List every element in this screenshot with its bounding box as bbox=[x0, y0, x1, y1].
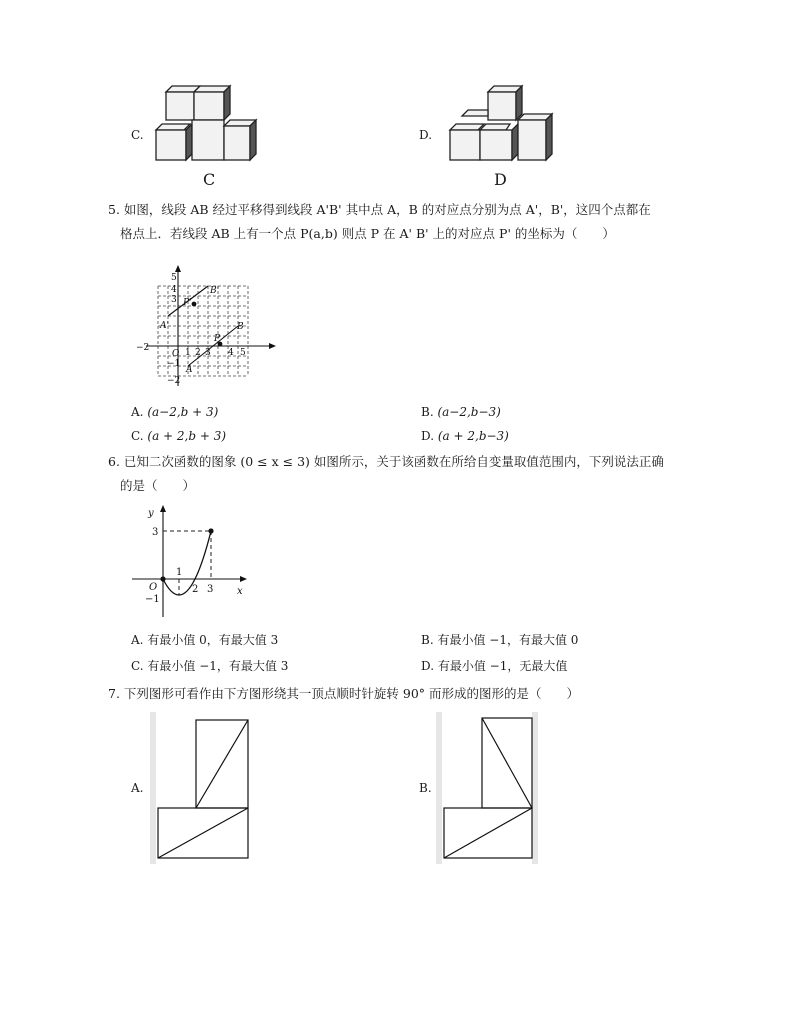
q5-option-c bbox=[131, 428, 226, 444]
q5-option-c-letter: C. bbox=[131, 429, 144, 443]
q5-label-x5: 5 bbox=[240, 348, 246, 358]
q5-label-x2: 2 bbox=[195, 348, 201, 358]
q5-label-origin: O bbox=[172, 349, 180, 359]
q7-option-a-figure bbox=[150, 712, 260, 864]
q6-option-c bbox=[131, 658, 288, 674]
q5-option-b-letter: B. bbox=[421, 405, 434, 419]
q5-option-d-letter: D. bbox=[421, 429, 435, 443]
q5-option-c-text: (a + 2,b + 3) bbox=[147, 429, 227, 443]
q6-option-a-text: 有最小值 0，有最大值 3 bbox=[147, 633, 279, 647]
q5-option-a bbox=[131, 404, 218, 420]
q5-text-line1: 5. 如图，线段 AB 经过平移得到线段 A'B' 其中点 A，B 的对应点分别为点 A'，B'，这四个点都在 bbox=[108, 202, 651, 217]
q6-option-b-text: 有最小值 −1，有最大值 0 bbox=[437, 633, 579, 647]
q4-option-d-caption: D bbox=[494, 170, 507, 189]
q5-option-a-letter: A. bbox=[131, 405, 144, 419]
q5-label-y-neg1: −1 bbox=[167, 359, 181, 369]
q6-option-d-text: 有最小值 −1，无最大值 bbox=[437, 659, 568, 673]
q7-text-line1: 7. 下列图形可看作由下方图形绕其一顶点顺时针旋转 90° 而形成的图形的是（ ） bbox=[108, 686, 580, 701]
q5-option-b bbox=[421, 404, 501, 420]
q6-option-b bbox=[421, 632, 578, 648]
q6-option-c-letter: C. bbox=[131, 659, 144, 673]
q5-label-x4: 4 bbox=[228, 348, 234, 358]
q7-option-b-figure bbox=[436, 712, 546, 864]
q5-option-b-text: (a−2,b−3) bbox=[437, 405, 501, 419]
q5-label-y-neg2: −2 bbox=[167, 376, 181, 386]
q4-option-d-cubes-figure bbox=[444, 80, 564, 168]
q5-coordinate-grid-graph bbox=[136, 262, 286, 392]
q6-option-c-text: 有最小值 −1，有最大值 3 bbox=[147, 659, 289, 673]
q5-label-x-neg2: −2 bbox=[136, 343, 150, 353]
q6-y-axis-label: y bbox=[148, 508, 154, 519]
q5-point-p: P bbox=[214, 334, 221, 344]
q5-text-line2: 格点上．若线段 AB 上有一个点 P(a,b) 则点 P 在 A' B' 上的对应点 P' 的坐标为（ ） bbox=[120, 226, 615, 241]
q5-point-a: A bbox=[186, 365, 193, 375]
q6-x-axis-label: x bbox=[237, 586, 243, 597]
q5-label-y4: 4 bbox=[171, 285, 177, 295]
q6-option-d bbox=[421, 658, 567, 674]
q5-point-a-prime: A' bbox=[160, 321, 169, 331]
q6-label-y-neg1: −1 bbox=[145, 594, 160, 605]
q6-option-b-letter: B. bbox=[421, 633, 434, 647]
q5-option-d-text: (a + 2,b−3) bbox=[437, 429, 509, 443]
q5-option-d bbox=[421, 428, 509, 444]
q7-option-b-letter: B. bbox=[419, 781, 432, 795]
q6-option-a-letter: A. bbox=[131, 633, 144, 647]
q7-option-a-letter: A. bbox=[131, 781, 144, 795]
q6-option-d-letter: D. bbox=[421, 659, 435, 673]
q6-label-x1: 1 bbox=[176, 567, 183, 578]
q6-option-a bbox=[131, 632, 278, 648]
q5-point-p-prime: P' bbox=[183, 298, 192, 308]
q6-text-line2: 的是（ ） bbox=[120, 478, 196, 493]
q5-point-b: B bbox=[237, 322, 244, 332]
q5-label-y5: 5 bbox=[171, 273, 177, 283]
q6-parabola-graph bbox=[128, 502, 253, 620]
q5-label-x1: 1 bbox=[185, 348, 191, 358]
q6-label-x2: 2 bbox=[192, 584, 199, 595]
q4-option-c-letter: C. bbox=[131, 128, 144, 142]
q5-label-x3: 3 bbox=[205, 348, 211, 358]
q5-option-a-text: (a−2,b + 3) bbox=[147, 405, 219, 419]
q4-option-d-letter: D. bbox=[419, 128, 433, 142]
q6-text-line1: 6. 已知二次函数的图象 (0 ≤ x ≤ 3) 如图所示，关于该函数在所给自变量取值范围内，下列说法正确 bbox=[108, 454, 664, 469]
q6-label-origin: O bbox=[149, 582, 158, 593]
q6-label-x3: 3 bbox=[207, 584, 214, 595]
q4-option-c-cubes-figure bbox=[150, 80, 270, 168]
q6-label-y3: 3 bbox=[152, 527, 159, 538]
q4-option-c-caption: C bbox=[203, 170, 216, 189]
q5-label-y3: 3 bbox=[171, 295, 177, 305]
q5-point-b-prime: B' bbox=[210, 286, 220, 296]
